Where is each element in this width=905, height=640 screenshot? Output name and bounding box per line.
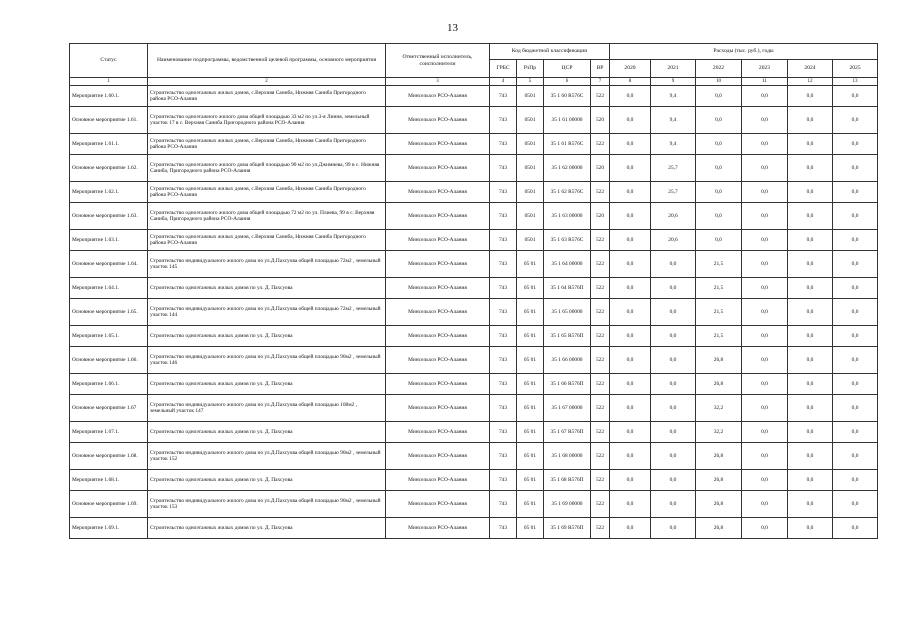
expense-cell: 0,0 [610, 374, 651, 395]
executor-cell: Минсельхоз РСО-Алания [386, 518, 490, 539]
vr-cell: 522 [591, 299, 610, 326]
expense-cell: 0,0 [742, 491, 788, 518]
expense-cell: 0,0 [833, 86, 878, 107]
column-number: 3 [386, 78, 490, 86]
expense-cell: 0,0 [833, 203, 878, 230]
vr-cell: 522 [591, 278, 610, 299]
executor-cell: Минсельхоз РСО-Алания [386, 203, 490, 230]
rzpr-cell: 0501 [517, 230, 544, 251]
grbs-cell: 743 [490, 491, 517, 518]
csr-cell: 35 1 64 R576П [544, 278, 591, 299]
expense-cell: 0,0 [610, 230, 651, 251]
column-number: 10 [696, 78, 742, 86]
table-row [70, 251, 878, 278]
vr-cell: 522 [591, 347, 610, 374]
name-cell: Строительство индивидуального жилого дома по ул.Д.Пахсуова общей площадью 72м2 , земельный участок 145 [148, 251, 386, 278]
csr-cell: 35 1 66 00000 [544, 347, 591, 374]
table-row [70, 203, 878, 230]
table-row [70, 299, 878, 326]
table-row [70, 518, 878, 539]
table-row [70, 347, 878, 374]
header-vr: ВР [591, 60, 610, 78]
vr-cell: 522 [591, 422, 610, 443]
status-cell: Основное мероприятие 1.64. [70, 251, 148, 278]
expense-cell: 0,0 [833, 278, 878, 299]
expense-cell: 0,0 [610, 86, 651, 107]
csr-cell: 35 1 61 00000 [544, 107, 591, 134]
status-cell: Мероприятие 1.67.1. [70, 422, 148, 443]
expense-cell: 26,8 [696, 347, 742, 374]
executor-cell: Минсельхоз РСО-Алания [386, 182, 490, 203]
vr-cell: 522 [591, 326, 610, 347]
status-cell: Мероприятие 1.60.1. [70, 86, 148, 107]
expense-cell: 0,0 [833, 518, 878, 539]
header-year: 2025 [833, 60, 878, 78]
expense-cell: 9,4 [651, 107, 696, 134]
page-number: 13 [447, 22, 458, 34]
name-cell: Строительство одноэтажных жилых домов, с.Верхняя Саниба, Нижняя Саниба Пригородного района РСО-Алания [148, 86, 386, 107]
expense-cell: 0,0 [833, 107, 878, 134]
csr-cell: 35 1 65 00000 [544, 299, 591, 326]
column-number: 13 [833, 78, 878, 86]
rzpr-cell: 05 01 [517, 251, 544, 278]
rzpr-cell: 05 01 [517, 443, 544, 470]
csr-cell: 35 1 66 R576П [544, 374, 591, 395]
vr-cell: 522 [591, 86, 610, 107]
expense-cell: 0,0 [610, 299, 651, 326]
status-cell: Мероприятие 1.65.1. [70, 326, 148, 347]
expense-cell: 0,0 [788, 251, 833, 278]
name-cell: Строительство индивидуального жилого дома по ул.Д.Пахсуова общей площадью 72м2 , земельный участок 144 [148, 299, 386, 326]
name-cell: Строительство одноэтажных жилых домов по ул. Д. Пахсуова [148, 518, 386, 539]
expense-cell: 0,0 [742, 251, 788, 278]
expense-cell: 0,0 [788, 86, 833, 107]
csr-cell: 35 1 60 R576C [544, 86, 591, 107]
expense-cell: 0,0 [788, 107, 833, 134]
expense-cell: 0,0 [651, 251, 696, 278]
name-cell: Строительство одноэтажных жилых домов по ул. Д. Пахсуова [148, 278, 386, 299]
grbs-cell: 743 [490, 251, 517, 278]
status-cell: Основное мероприятие 1.69. [70, 491, 148, 518]
csr-cell: 35 1 67 R576П [544, 422, 591, 443]
expense-cell: 0,0 [651, 422, 696, 443]
status-cell: Мероприятие 1.63.1. [70, 230, 148, 251]
grbs-cell: 743 [490, 443, 517, 470]
expense-cell: 0,0 [833, 326, 878, 347]
grbs-cell: 743 [490, 86, 517, 107]
vr-cell: 522 [591, 251, 610, 278]
vr-cell: 522 [591, 182, 610, 203]
expense-cell: 0,0 [788, 422, 833, 443]
column-number: 6 [544, 78, 591, 86]
grbs-cell: 743 [490, 347, 517, 374]
executor-cell: Минсельхоз РСО-Алания [386, 107, 490, 134]
table-row [70, 395, 878, 422]
executor-cell: Минсельхоз РСО-Алания [386, 230, 490, 251]
csr-cell: 35 1 65 R576П [544, 326, 591, 347]
expense-cell: 0,0 [610, 203, 651, 230]
expense-cell: 0,0 [742, 203, 788, 230]
column-number: 11 [742, 78, 788, 86]
header-budget-code: Код бюджетной классификации [490, 44, 610, 60]
column-number: 2 [148, 78, 386, 86]
table-row [70, 182, 878, 203]
rzpr-cell: 05 01 [517, 326, 544, 347]
status-cell: Мероприятие 1.64.1. [70, 278, 148, 299]
expense-cell: 0,0 [610, 251, 651, 278]
expense-cell: 0,0 [742, 422, 788, 443]
expense-cell: 0,0 [833, 443, 878, 470]
table-row [70, 86, 878, 107]
column-number: 12 [788, 78, 833, 86]
expense-cell: 0,0 [651, 326, 696, 347]
expense-cell: 0,0 [788, 278, 833, 299]
table-row [70, 326, 878, 347]
name-cell: Строительство одноэтажных жилых домов, с.Верхняя Саниба, Нижняя Саниба Пригородного района РСО-Алания [148, 230, 386, 251]
grbs-cell: 743 [490, 395, 517, 422]
expense-cell: 0,0 [610, 347, 651, 374]
grbs-cell: 743 [490, 518, 517, 539]
expense-cell: 0,0 [788, 326, 833, 347]
executor-cell: Минсельхоз РСО-Алания [386, 422, 490, 443]
vr-cell: 520 [591, 155, 610, 182]
vr-cell: 522 [591, 491, 610, 518]
name-cell: Строительство одноэтажного жилого дома общей площадью 72 м2 по ул. Плиева, 99 в с. Верхняя Саниба, Пригородного района РСО-Алания [148, 203, 386, 230]
expense-cell: 0,0 [696, 203, 742, 230]
vr-cell: 522 [591, 518, 610, 539]
executor-cell: Минсельхоз РСО-Алания [386, 134, 490, 155]
executor-cell: Минсельхоз РСО-Алания [386, 491, 490, 518]
expense-cell: 0,0 [610, 491, 651, 518]
column-number: 1 [70, 78, 148, 86]
grbs-cell: 743 [490, 230, 517, 251]
vr-cell: 522 [591, 470, 610, 491]
rzpr-cell: 05 01 [517, 470, 544, 491]
column-number: 4 [490, 78, 517, 86]
expense-cell: 0,0 [651, 491, 696, 518]
expense-cell: 0,0 [610, 182, 651, 203]
vr-cell: 520 [591, 203, 610, 230]
expense-cell: 0,0 [833, 470, 878, 491]
expense-cell: 0,0 [696, 155, 742, 182]
expense-cell: 0,0 [833, 155, 878, 182]
expense-cell: 0,0 [610, 395, 651, 422]
expense-cell: 0,0 [651, 395, 696, 422]
header-rzpr: РзПр [517, 60, 544, 78]
name-cell: Строительство одноэтажных жилых домов, с.Верхняя Саниба, Нижняя Саниба Пригородного района РСО-Алания [148, 134, 386, 155]
name-cell: Строительство одноэтажных жилых домов, с.Верхняя Саниба, Нижняя Саниба Пригородного района РСО-Алания [148, 182, 386, 203]
expense-cell: 0,0 [833, 251, 878, 278]
csr-cell: 35 1 68 00000 [544, 443, 591, 470]
table-row [70, 470, 878, 491]
header-grbs: ГРБС [490, 60, 517, 78]
csr-cell: 35 1 63 R576C [544, 230, 591, 251]
csr-cell: 35 1 64 00000 [544, 251, 591, 278]
header-year: 2024 [788, 60, 833, 78]
expense-cell: 0,0 [651, 443, 696, 470]
executor-cell: Минсельхоз РСО-Алания [386, 470, 490, 491]
expense-cell: 0,0 [742, 182, 788, 203]
vr-cell: 522 [591, 230, 610, 251]
expense-cell: 21,5 [696, 326, 742, 347]
expense-cell: 26,8 [696, 374, 742, 395]
expense-cell: 0,0 [610, 278, 651, 299]
header-year: 2020 [610, 60, 651, 78]
executor-cell: Минсельхоз РСО-Алания [386, 278, 490, 299]
executor-cell: Минсельхоз РСО-Алания [386, 326, 490, 347]
expense-cell: 0,0 [742, 470, 788, 491]
expense-cell: 26,8 [696, 443, 742, 470]
expense-cell: 0,0 [610, 326, 651, 347]
name-cell: Строительство индивидуального жилого дома по ул.Д.Пахсуова общей площадью 90м2 , земельный участок 146 [148, 347, 386, 374]
rzpr-cell: 0501 [517, 182, 544, 203]
executor-cell: Минсельхоз РСО-Алания [386, 395, 490, 422]
expense-cell: 0,0 [788, 347, 833, 374]
expense-cell: 0,0 [610, 470, 651, 491]
status-cell: Мероприятие 1.62.1. [70, 182, 148, 203]
expense-cell: 0,0 [833, 491, 878, 518]
header-name: Наименование подпрограммы, ведомственной целевой программы, основного мероприятия [148, 44, 386, 78]
expense-cell: 9,4 [651, 134, 696, 155]
name-cell: Строительство индивидуального жилого дома по ул.Д.Пахсуова общей площадью 90м2 , земельный участок 152 [148, 443, 386, 470]
grbs-cell: 743 [490, 134, 517, 155]
status-cell: Основное мероприятие 1.65. [70, 299, 148, 326]
name-cell: Строительство одноэтажного жилого дома общей площадью 90 м2 по ул.Джимиева, 99 в с. Нижняя Саниба, Пригородного района РСО-Алания [148, 155, 386, 182]
expense-cell: 21,5 [696, 251, 742, 278]
expense-cell: 25,7 [651, 155, 696, 182]
header-expenses: Расходы (тыс. руб.), годы [610, 44, 878, 60]
column-number: 7 [591, 78, 610, 86]
expense-cell: 21,5 [696, 299, 742, 326]
executor-cell: Минсельхоз РСО-Алания [386, 443, 490, 470]
expense-cell: 0,0 [833, 134, 878, 155]
expense-cell: 0,0 [651, 278, 696, 299]
expense-cell: 0,0 [788, 443, 833, 470]
expense-cell: 0,0 [788, 518, 833, 539]
expense-cell: 0,0 [742, 443, 788, 470]
table-body [70, 86, 878, 539]
expense-cell: 0,0 [788, 470, 833, 491]
expense-cell: 0,0 [742, 518, 788, 539]
expense-cell: 9,4 [651, 86, 696, 107]
rzpr-cell: 0501 [517, 134, 544, 155]
rzpr-cell: 05 01 [517, 299, 544, 326]
csr-cell: 35 1 62 00000 [544, 155, 591, 182]
executor-cell: Минсельхоз РСО-Алания [386, 251, 490, 278]
expense-cell: 0,0 [610, 443, 651, 470]
expense-cell: 0,0 [610, 518, 651, 539]
csr-cell: 35 1 69 00000 [544, 491, 591, 518]
expense-cell: 0,0 [651, 470, 696, 491]
name-cell: Строительство индивидуального жилого дома по ул.Д.Пахсуова общей площадью 108м2 , земельный участок 147 [148, 395, 386, 422]
expense-cell: 0,0 [610, 107, 651, 134]
column-number: 9 [651, 78, 696, 86]
name-cell: Строительство одноэтажных жилых домов по ул. Д. Пахсуова [148, 422, 386, 443]
rzpr-cell: 05 01 [517, 374, 544, 395]
expense-cell: 32,2 [696, 395, 742, 422]
expense-cell: 0,0 [696, 107, 742, 134]
column-number: 8 [610, 78, 651, 86]
expense-cell: 0,0 [833, 374, 878, 395]
expense-cell: 0,0 [742, 155, 788, 182]
header-year: 2021 [651, 60, 696, 78]
expense-cell: 0,0 [696, 86, 742, 107]
expense-cell: 0,0 [833, 395, 878, 422]
executor-cell: Минсельхоз РСО-Алания [386, 86, 490, 107]
expense-cell: 0,0 [788, 374, 833, 395]
status-cell: Основное мероприятие 1.63. [70, 203, 148, 230]
expense-cell: 0,0 [788, 299, 833, 326]
expense-cell: 0,0 [610, 134, 651, 155]
rzpr-cell: 0501 [517, 107, 544, 134]
table-row [70, 107, 878, 134]
rzpr-cell: 05 01 [517, 395, 544, 422]
expense-cell: 0,0 [788, 155, 833, 182]
table-row [70, 491, 878, 518]
status-cell: Основное мероприятие 1.61. [70, 107, 148, 134]
rzpr-cell: 05 01 [517, 518, 544, 539]
executor-cell: Минсельхоз РСО-Алания [386, 374, 490, 395]
name-cell: Строительство одноэтажных жилых домов по ул. Д. Пахсуова [148, 470, 386, 491]
expense-cell: 0,0 [610, 155, 651, 182]
expense-cell: 20,6 [651, 203, 696, 230]
name-cell: Строительство одноэтажных жилых домов по ул. Д. Пахсуова [148, 326, 386, 347]
expense-cell: 0,0 [742, 395, 788, 422]
expense-cell: 0,0 [788, 134, 833, 155]
header-csr: ЦСР [544, 60, 591, 78]
expense-cell: 0,0 [788, 395, 833, 422]
status-cell: Мероприятие 1.66.1. [70, 374, 148, 395]
header-year: 2023 [742, 60, 788, 78]
grbs-cell: 743 [490, 422, 517, 443]
executor-cell: Минсельхоз РСО-Алания [386, 155, 490, 182]
expense-cell: 26,8 [696, 518, 742, 539]
rzpr-cell: 05 01 [517, 491, 544, 518]
expense-cell: 0,0 [742, 230, 788, 251]
program-table [69, 43, 878, 539]
grbs-cell: 743 [490, 107, 517, 134]
status-cell: Основное мероприятие 1.62. [70, 155, 148, 182]
vr-cell: 522 [591, 395, 610, 422]
header-executor: Ответственный исполнитель, соисполнители [386, 44, 490, 78]
vr-cell: 522 [591, 443, 610, 470]
expense-cell: 0,0 [742, 326, 788, 347]
table-row [70, 278, 878, 299]
grbs-cell: 743 [490, 203, 517, 230]
expense-cell: 0,0 [651, 347, 696, 374]
expense-cell: 0,0 [788, 230, 833, 251]
expense-cell: 0,0 [696, 134, 742, 155]
expense-cell: 0,0 [788, 203, 833, 230]
expense-cell: 0,0 [696, 182, 742, 203]
expense-cell: 0,0 [742, 86, 788, 107]
expense-cell: 0,0 [742, 299, 788, 326]
vr-cell: 522 [591, 134, 610, 155]
expense-cell: 26,8 [696, 491, 742, 518]
column-number-row [70, 78, 878, 86]
expense-cell: 0,0 [833, 182, 878, 203]
grbs-cell: 743 [490, 278, 517, 299]
rzpr-cell: 05 01 [517, 422, 544, 443]
csr-cell: 35 1 67 00000 [544, 395, 591, 422]
header-status: Статус [70, 44, 148, 78]
vr-cell: 522 [591, 374, 610, 395]
vr-cell: 520 [591, 107, 610, 134]
status-cell: Основное мероприятие 1.66. [70, 347, 148, 374]
grbs-cell: 743 [490, 374, 517, 395]
expense-cell: 0,0 [788, 182, 833, 203]
expense-cell: 0,0 [742, 107, 788, 134]
table-row [70, 374, 878, 395]
expense-cell: 0,0 [742, 374, 788, 395]
table-row [70, 155, 878, 182]
rzpr-cell: 0501 [517, 155, 544, 182]
expense-cell: 0,0 [651, 374, 696, 395]
expense-cell: 0,0 [651, 518, 696, 539]
rzpr-cell: 0501 [517, 86, 544, 107]
expense-cell: 0,0 [833, 299, 878, 326]
executor-cell: Минсельхоз РСО-Алания [386, 299, 490, 326]
expense-cell: 21,5 [696, 278, 742, 299]
table-row [70, 422, 878, 443]
expense-cell: 0,0 [651, 299, 696, 326]
expense-cell: 26,8 [696, 470, 742, 491]
table-row [70, 443, 878, 470]
grbs-cell: 743 [490, 155, 517, 182]
name-cell: Строительство одноэтажного жилого дома общей площадью 33 м2 по ул.3-я Линия, земельный участок 17 в с. Верхняя Саниба Пригородного района РСО-Алания [148, 107, 386, 134]
expense-cell: 0,0 [742, 347, 788, 374]
table-row [70, 230, 878, 251]
expense-cell: 0,0 [610, 422, 651, 443]
grbs-cell: 743 [490, 470, 517, 491]
status-cell: Мероприятие 1.61.1. [70, 134, 148, 155]
status-cell: Мероприятие 1.69.1. [70, 518, 148, 539]
name-cell: Строительство одноэтажных жилых домов по ул. Д. Пахсуова [148, 374, 386, 395]
csr-cell: 35 1 68 R576П [544, 470, 591, 491]
expense-cell: 25,7 [651, 182, 696, 203]
expense-cell: 32,2 [696, 422, 742, 443]
rzpr-cell: 0501 [517, 203, 544, 230]
table-row [70, 134, 878, 155]
expense-cell: 0,0 [833, 347, 878, 374]
csr-cell: 35 1 62 R576C [544, 182, 591, 203]
expense-cell: 0,0 [742, 278, 788, 299]
csr-cell: 35 1 63 00000 [544, 203, 591, 230]
status-cell: Основное мероприятие 1.68. [70, 443, 148, 470]
name-cell: Строительство индивидуального жилого дома по ул.Д.Пахсуова общей площадью 90м2 , земельный участок 153 [148, 491, 386, 518]
executor-cell: Минсельхоз РСО-Алания [386, 347, 490, 374]
rzpr-cell: 05 01 [517, 347, 544, 374]
expense-cell: 0,0 [742, 134, 788, 155]
expense-cell: 20,6 [651, 230, 696, 251]
rzpr-cell: 05 01 [517, 278, 544, 299]
status-cell: Основное мероприятие 1.67 [70, 395, 148, 422]
expense-cell: 0,0 [833, 422, 878, 443]
csr-cell: 35 1 61 R576C [544, 134, 591, 155]
status-cell: Мероприятие 1.68.1. [70, 470, 148, 491]
header-year: 2022 [696, 60, 742, 78]
grbs-cell: 743 [490, 299, 517, 326]
expense-cell: 0,0 [696, 230, 742, 251]
grbs-cell: 743 [490, 326, 517, 347]
column-number: 5 [517, 78, 544, 86]
expense-cell: 0,0 [788, 491, 833, 518]
expense-cell: 0,0 [833, 230, 878, 251]
grbs-cell: 743 [490, 182, 517, 203]
csr-cell: 35 1 69 R576П [544, 518, 591, 539]
